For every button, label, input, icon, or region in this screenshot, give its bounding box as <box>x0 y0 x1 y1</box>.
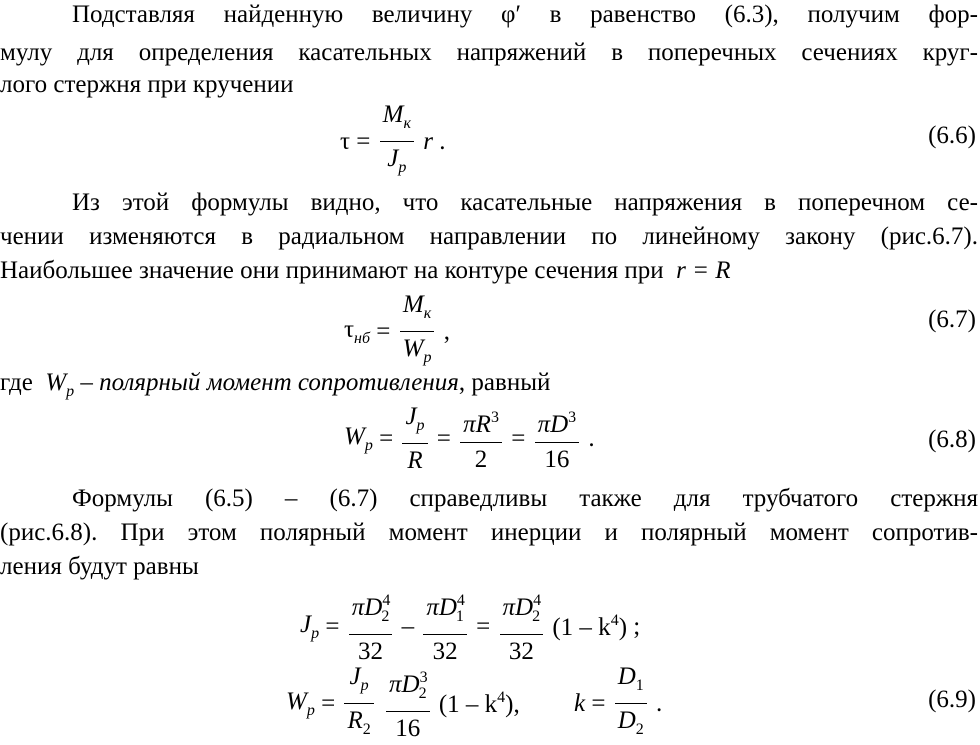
paragraph-2-line-1: Из этой формулы видно, что касательные напряжения в поперечном се- <box>72 189 978 216</box>
eq69b-f2-den: 16 <box>395 715 421 742</box>
eq68-f1-num: J <box>405 403 417 430</box>
eq69a-f1-sup: 4 <box>382 592 391 609</box>
eq66-punct: . <box>439 127 446 155</box>
eq69b-fraction-2 <box>386 663 430 744</box>
eq68-f2-den: 2 <box>474 446 488 473</box>
eq69a-f3-sup: 4 <box>533 592 542 609</box>
eq66-fraction <box>380 100 414 183</box>
equation-6-8 <box>344 402 595 476</box>
eq69a-f3-sub: 2 <box>532 608 541 625</box>
eq69a-lhs-sub: p <box>311 624 320 642</box>
eq69a-lhs: J <box>300 610 312 638</box>
eq67-num: M <box>402 291 424 318</box>
eq68-lhs: W <box>344 423 365 450</box>
eq69a-factor-close: ) <box>618 613 628 641</box>
paragraph-2-line-2: чении изменяются в радиальном направлении по линейному закону (рис.6.7). <box>0 223 978 250</box>
paragraph-1-line-3: лого стержня при кручении <box>0 71 294 98</box>
eq69b-equals-2: = <box>591 689 606 717</box>
eq66-tail: r <box>423 127 433 155</box>
paragraph-2-line-3 <box>0 256 978 286</box>
definition-prefix: где <box>0 369 33 396</box>
eq69b-k-den: D <box>617 707 636 734</box>
eq68-f3-num: πD <box>537 411 569 438</box>
eq69b-f2-num: πD <box>388 671 420 698</box>
eq69a-punct: ; <box>633 612 641 640</box>
eq69a-f1-num: πD <box>351 594 383 621</box>
eq69a-fraction-3 <box>500 586 544 667</box>
eq68-equals-1: = <box>379 425 394 452</box>
eq68-f3-den: 16 <box>544 446 570 473</box>
eq66-num-sub: к <box>403 115 411 132</box>
eq69b-factor-close: ), <box>505 690 520 718</box>
eq67-num-sub: к <box>423 305 432 322</box>
eq69b-punct: . <box>656 689 663 717</box>
eq69b-k: k <box>573 689 586 717</box>
eq67-den: W <box>402 335 424 362</box>
eq69a-factor-open: (1 – k <box>552 613 611 641</box>
paragraph-1-line-2: мулу для определения касательных напряжений в поперечных сечениях круг- <box>0 39 978 66</box>
eq69a-minus: – <box>401 612 415 640</box>
paragraph-2-condition: r = R <box>676 257 731 284</box>
equation-6-6 <box>340 100 445 183</box>
eq69a-f3-den: 32 <box>508 638 534 665</box>
equation-6-7 <box>344 290 450 373</box>
eq69a-equals-1: = <box>325 612 340 640</box>
eq69a-f1-den: 32 <box>358 638 384 665</box>
paragraph-3-line-2: (рис.6.8). При этом полярный момент инерции и полярный момент сопротив- <box>0 519 978 546</box>
paragraph-1-line-1: Подставляя найденную величину φ′ в равенство (6.3), получим фор- <box>72 1 978 28</box>
paragraph-2-line-3-text: Наибольшее значение они принимают на контуре сечения при <box>0 257 664 284</box>
eq66-lhs: τ <box>340 127 351 155</box>
eq69b-k-num-sub: 1 <box>635 677 644 694</box>
eq68-f1-den: R <box>407 447 423 474</box>
eq69b-f1-den-sub: 2 <box>362 721 371 738</box>
paragraph-3-line-1: Формулы (6.5) – (6.7) справедливы также для трубчатого стержня <box>72 485 978 512</box>
eq68-f3-num-sup: 3 <box>568 409 577 426</box>
eq69b-f1-num: J <box>349 663 361 690</box>
equation-number-6-7: (6.7) <box>928 306 976 333</box>
eq69b-f1-den: R <box>347 707 363 734</box>
eq69b-k-den-sub: 2 <box>635 721 644 738</box>
eq69a-f2-num: πD <box>426 594 457 621</box>
equation-number-6-9: (6.9) <box>928 686 976 713</box>
equation-number-6-6: (6.6) <box>928 122 976 149</box>
eq66-den: J <box>387 145 399 172</box>
eq69a-fraction-2 <box>423 586 467 667</box>
eq67-lhs: τ <box>344 315 355 343</box>
eq68-f2-num: πR <box>463 411 491 438</box>
eq68-fraction-2 <box>460 403 502 475</box>
eq69b-fraction-1 <box>344 662 373 745</box>
eq68-f1-num-sub: p <box>416 417 425 434</box>
eq67-den-sub: p <box>423 349 432 366</box>
eq69b-f2-sup: 3 <box>419 669 428 686</box>
eq69b-f1-num-sub: p <box>360 677 369 694</box>
eq68-fraction-1 <box>402 402 427 476</box>
eq69a-fraction-1 <box>349 586 393 667</box>
eq67-fraction <box>400 290 435 373</box>
equation-6-9-wp <box>286 662 662 745</box>
eq67-lhs-sub: нб <box>354 329 371 347</box>
eq68-equals-3: = <box>511 425 526 452</box>
eq69a-f2-den: 32 <box>432 638 458 665</box>
paragraph-3-line-3: ления будут равны <box>0 553 199 580</box>
eq69b-lhs: W <box>286 687 307 715</box>
definition-symbol: W <box>45 369 67 396</box>
eq67-punct: , <box>443 317 450 345</box>
eq69a-f2-sup: 4 <box>456 592 465 609</box>
equation-number-6-8: (6.8) <box>928 426 976 453</box>
eq69b-factor-open: (1 – k <box>438 690 498 718</box>
eq69b-f2-sub: 2 <box>418 685 427 702</box>
eq69b-equals-1: = <box>321 689 336 717</box>
definition-term: – полярный момент сопротивления <box>80 369 459 396</box>
eq68-equals-2: = <box>436 425 451 452</box>
equation-6-9-jp <box>300 586 640 667</box>
eq69b-lhs-sub: p <box>306 701 315 719</box>
eq69b-fraction-k <box>615 662 647 745</box>
eq66-num: M <box>382 101 404 128</box>
eq69a-f2-sub: 1 <box>455 608 464 625</box>
eq69a-equals-2: = <box>476 612 491 640</box>
eq68-lhs-sub: p <box>364 437 373 454</box>
eq69b-factor-sup: 4 <box>497 688 506 706</box>
eq68-punct: . <box>588 425 595 452</box>
definition-suffix: , равный <box>458 369 551 396</box>
eq69b-k-num: D <box>617 663 636 690</box>
eq69a-f1-sub: 2 <box>381 608 390 625</box>
eq67-equals: = <box>376 317 391 345</box>
eq68-f2-num-sup: 3 <box>490 409 499 426</box>
eq69a-factor-sup: 4 <box>610 611 619 629</box>
eq69a-f3-num: πD <box>502 594 534 621</box>
eq68-fraction-3 <box>535 403 580 475</box>
eq66-den-sub: p <box>398 159 407 176</box>
definition-symbol-sub: p <box>66 383 75 400</box>
eq66-equals: = <box>356 127 371 155</box>
